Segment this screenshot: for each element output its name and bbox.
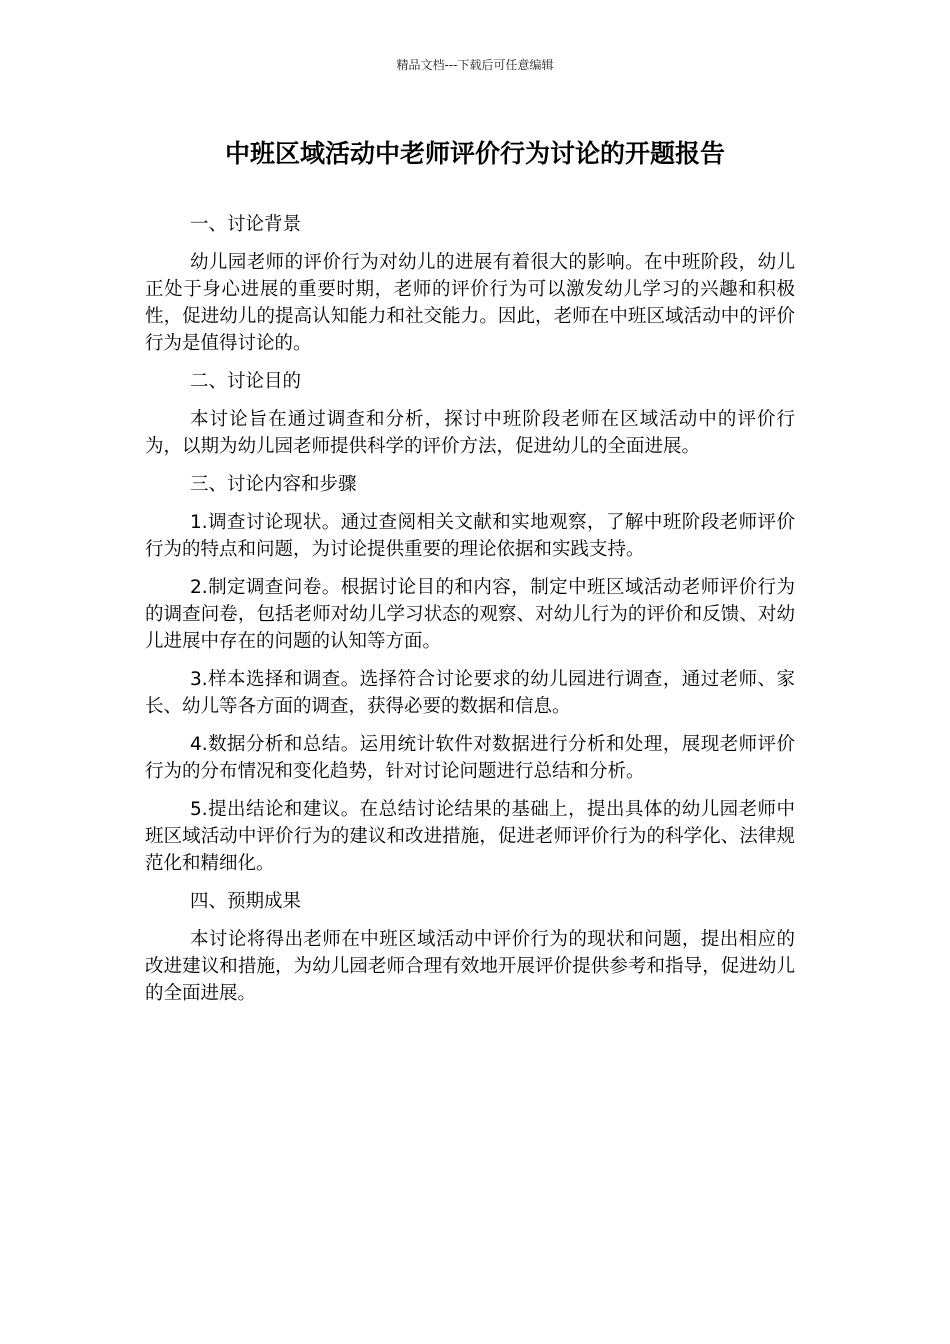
section-heading-purpose: 二、讨论目的 — [190, 371, 302, 392]
section-heading-content-steps: 三、讨论内容和步骤 — [190, 474, 357, 495]
paragraph-background: 幼儿园老师的评价行为对幼儿的进展有着很大的影响。在中班阶段，幼儿正处于身心进展的重要时期，老师的评价行为可以激发幼儿学习的兴趣和积极性，促进幼儿的提高认知能力和社交能力。因此，老师在中班区域活动中的评价行为是值得讨论的。 — [145, 252, 795, 354]
section-heading-expected: 四、预期成果 — [190, 891, 302, 912]
step-paragraph-4: 4.数据分析和总结。运用统计软件对数据进行分析和处理，展现老师评价行为的分布情况和变化趋势，针对讨论问题进行总结和分析。 — [145, 734, 795, 782]
step-paragraph-2: 2.制定调查问卷。根据讨论目的和内容，制定中班区域活动老师评价行为的调查问卷，包括老师对幼儿学习状态的观察、对幼儿行为的评价和反馈、对幼儿进展中存在的问题的认知等方面。 — [145, 577, 795, 652]
paragraph-purpose: 本讨论旨在通过调查和分析，探讨中班阶段老师在区域活动中的评价行为，以期为幼儿园老师提供科学的评价方法，促进幼儿的全面进展。 — [145, 409, 795, 457]
step-paragraph-1: 1.调查讨论现状。通过查阅相关文献和实地观察，了解中班阶段老师评价行为的特点和问题，为讨论提供重要的理论依据和实践支持。 — [145, 512, 795, 560]
section-heading-background: 一、讨论背景 — [190, 214, 302, 235]
step-paragraph-3: 3.样本选择和调查。选择符合讨论要求的幼儿园进行调查，通过老师、家长、幼儿等各方面的调查，获得必要的数据和信息。 — [145, 669, 795, 717]
document-body — [145, 211, 795, 1018]
document-title: 中班区域活动中老师评价行为讨论的开题报告 — [224, 139, 725, 168]
header-note: 精品文档---下载后可任意编辑 — [396, 58, 554, 72]
step-paragraph-5: 5.提出结论和建议。在总结讨论结果的基础上，提出具体的幼儿园老师中班区域活动中评价行为的建议和改进措施，促进老师评价行为的科学化、法律规范化和精细化。 — [145, 799, 795, 874]
paragraph-expected: 本讨论将得出老师在中班区域活动中评价行为的现状和问题，提出相应的改进建议和措施，为幼儿园老师合理有效地开展评价提供参考和指导，促进幼儿的全面进展。 — [145, 929, 795, 1004]
